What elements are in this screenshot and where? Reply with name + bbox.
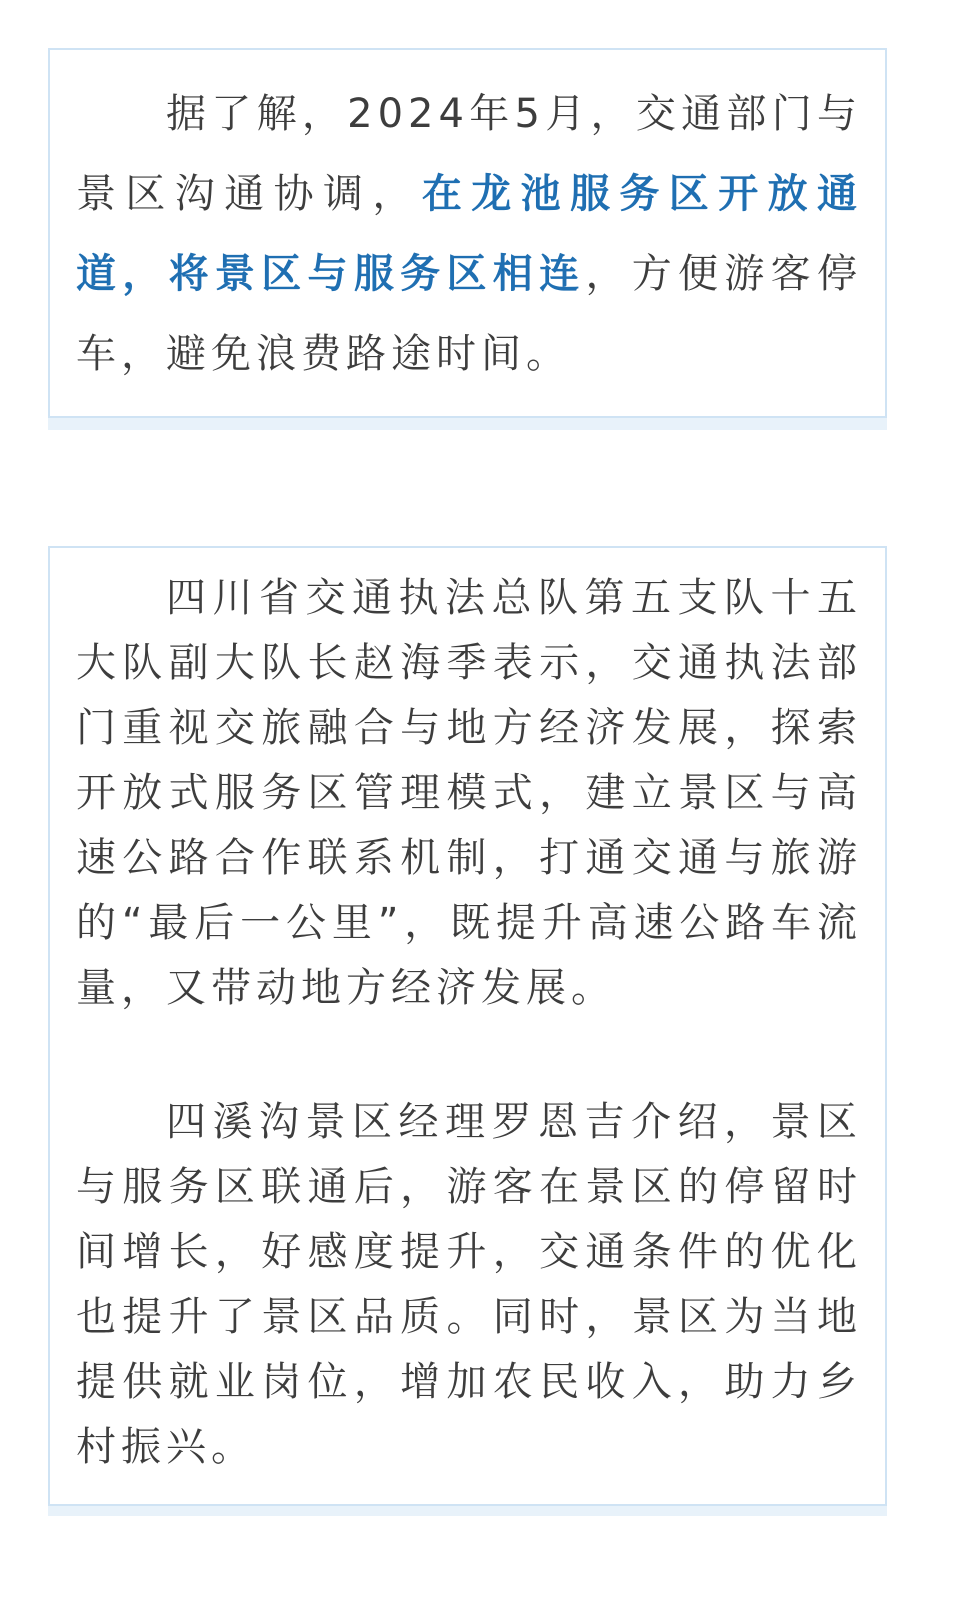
card-1-shadow bbox=[48, 418, 887, 430]
paragraph-3: 四溪沟景区经理罗恩吉介绍，景区与服务区联通后，游客在景区的停留时间增长，好感度提升，交通条件的优化也提升了景区品质。同时，景区为当地提供就业岗位，增加农民收入，助力乡村振兴。 bbox=[76, 1099, 862, 1470]
paragraph-1-ending: ，方便游客停车，避免浪费路途时间。 bbox=[76, 251, 862, 377]
card-2-shadow bbox=[48, 1506, 887, 1516]
paragraph-2: 四川省交通执法总队第五支队十五大队副大队长赵海季表示，交通执法部门重视交旅融合与地方经济发展，探索开放式服务区管理模式，建立景区与高速公路合作联系机制，打通交通与旅游的“最后一公里”，既提升高速公路车流量，又带动地方经济发展。 bbox=[76, 575, 862, 1011]
paragraph-1-intro: 据了解，2024年5月，交通部门与景区沟通协调， bbox=[76, 91, 862, 217]
paragraph-1-highlight: 在龙池服务区开放通道，将景区与服务区相连 bbox=[76, 171, 863, 297]
paragraph-1 bbox=[76, 74, 862, 394]
